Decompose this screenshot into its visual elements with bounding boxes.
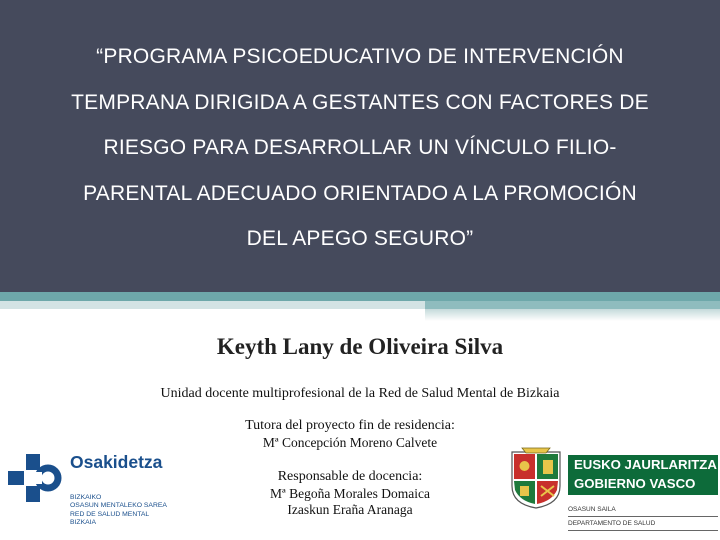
accent-band-fade [425, 309, 720, 321]
unit-name: Unidad docente multiprofesional de la Red de Salud Mental de Bizkaia [160, 386, 560, 401]
osakidetza-cross-icon [8, 454, 62, 502]
accent-band-mid [425, 301, 720, 309]
osakidetza-sub-line: BIZKAIKO [70, 494, 102, 501]
osakidetza-sub-line: BIZKAIA [70, 519, 97, 527]
osakidetza-sub-line: OSASUN MENTALEKO SAREA [70, 502, 167, 510]
eusko-jaurlaritza-logo [508, 446, 720, 540]
department-label-eu: OSASUN SAILA [568, 506, 616, 513]
tutor-label: Tutora del proyecto fin de residencia: [245, 418, 455, 433]
basque-coat-of-arms-icon [508, 446, 564, 510]
title-line: “PROGRAMA PSICOEDUCATIVO DE INTERVENCIÓN [96, 45, 624, 68]
tutor-block [190, 418, 510, 451]
eusko-line: EUSKO JAURLARITZA [574, 457, 717, 472]
docencia-block [190, 469, 510, 519]
osakidetza-subtitle [70, 494, 167, 528]
slide-title [20, 34, 700, 262]
title-line: TEMPRANA DIRIGIDA A GESTANTES CON FACTORES DE [71, 90, 649, 114]
title-line: DEL APEGO SEGURO” [246, 227, 474, 250]
divider [568, 516, 718, 517]
eusko-line: GOBIERNO VASCO [574, 476, 696, 491]
title-line: PARENTAL ADECUADO ORIENTADO A LA PROMOCIÓN [83, 181, 637, 205]
osakidetza-sub-line: RED DE SALUD MENTAL [70, 510, 150, 518]
docencia-name: Mª Begoña Morales Domaica [269, 485, 431, 501]
divider [568, 530, 718, 531]
docencia-label: Responsable de docencia: [277, 469, 423, 484]
osakidetza-logo [4, 446, 184, 540]
author-name: Keyth Lany de Oliveira Silva [216, 334, 504, 359]
accent-band [0, 292, 720, 301]
title-line: RIESGO PARA DESARROLLAR UN VÍNCULO FILIO- [103, 136, 617, 159]
osakidetza-name: Osakidetza [70, 452, 163, 472]
docencia-name: Izaskun Eraña Aranaga [287, 502, 413, 517]
eusko-jaurlaritza-wordmark [568, 455, 718, 495]
department-label-es: DEPARTAMENTO DE SALUD [568, 520, 656, 527]
tutor-name: Mª Concepción Moreno Calvete [262, 434, 438, 450]
accent-band-light [0, 301, 425, 309]
